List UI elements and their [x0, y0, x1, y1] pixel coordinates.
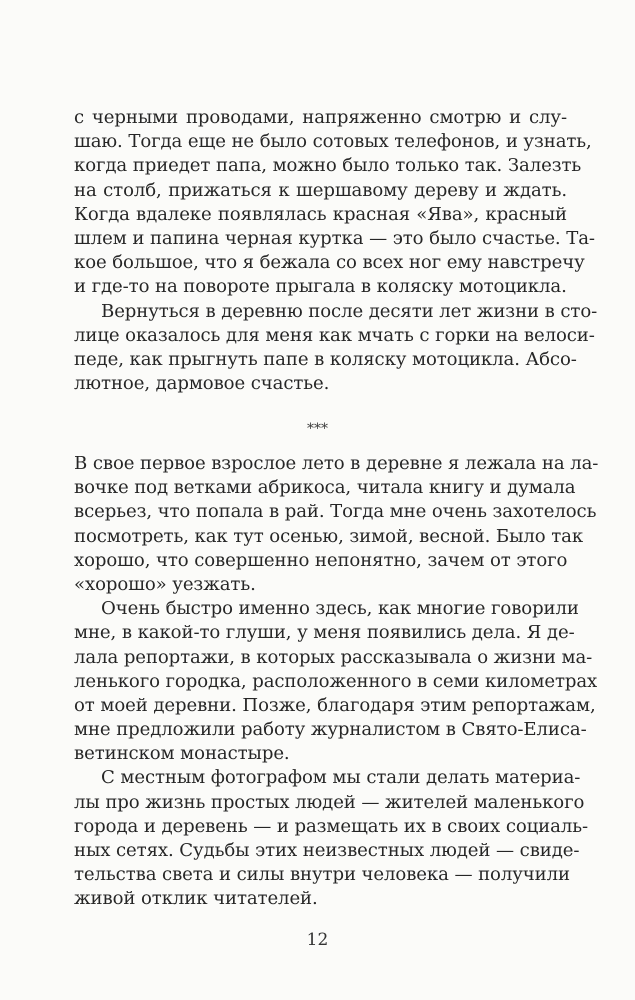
- text-line: вочке под ветками абрикоса, читала книгу и думала: [74, 477, 576, 499]
- text-line: мне предложили работу журналистом в Свято-Елиса-: [74, 719, 587, 741]
- text-line: на столб, прижаться к шершавому дереву и ждать.: [74, 179, 567, 201]
- text-line: хорошо, что совершенно непонятно, зачем от этого: [74, 549, 568, 571]
- text-line: живой отклик читателей.: [74, 888, 318, 910]
- text-line: шаю. Тогда еще не было сотовых телефонов, и узнать,: [74, 131, 592, 153]
- text-line: лице оказалось для меня как мчать с горки на велоси-: [74, 324, 595, 346]
- text-line: с черными проводами, напряженно смотрю и слу-: [74, 107, 567, 128]
- text-line: В свое первое взрослое лето в деревне я лежала на ла-: [74, 453, 599, 474]
- text-line: лютное, дармовое счастье.: [74, 373, 330, 395]
- text-line: «хорошо» уезжать.: [74, 573, 256, 595]
- text-line: и где-то на повороте прыгала в коляску мотоцикла.: [74, 276, 567, 298]
- text-line: ных сетях. Судьбы этих неизвестных людей — свиде-: [74, 840, 580, 861]
- text-line: кое большое, что я бежала со всех ног ему навстречу: [74, 252, 585, 274]
- text-line: посмотреть, как тут осенью, зимой, весной. Было так: [74, 525, 584, 547]
- text-line: лала репортажи, в которых рассказывала о жизни ма-: [74, 646, 593, 668]
- text-line-paragraph-start: Очень быстро именно здесь, как многие говорили: [101, 598, 579, 620]
- text-line: от моей деревни. Позже, благодаря этим репортажам,: [74, 694, 596, 716]
- page-number: 12: [306, 930, 329, 950]
- text-line: ветинском монастыре.: [74, 743, 290, 765]
- text-line: мне, в какой-то глуши, у меня появились дела. Я де-: [74, 622, 575, 644]
- text-line: шлем и папина черная куртка — это было счастье. Та-: [74, 227, 595, 249]
- section-1-text: [74, 106, 598, 396]
- text-line: педе, как прыгнуть папе в коляску мотоцикла. Абсо-: [74, 348, 577, 370]
- text-line: Когда вдалеке появлялась красная «Ява», красный: [74, 203, 567, 225]
- text-line: тельства света и силы внутри человека — получили: [74, 864, 570, 886]
- text-line: города и деревень — и размещать их в своих социаль-: [74, 815, 588, 837]
- text-line: лы про жизнь простых людей — жителей маленького: [74, 791, 585, 813]
- text-line-paragraph-start: С местным фотографом мы стали делать материа-: [101, 767, 581, 789]
- text-line-paragraph-start: Вернуться в деревню после десяти лет жизни в сто-: [101, 300, 598, 322]
- section-2-text: [74, 452, 599, 912]
- text-line: ленького городка, расположенного в семи километрах: [74, 670, 598, 692]
- text-line: когда приедет папа, можно было только так. Залезть: [74, 155, 582, 177]
- section-separator: ***: [307, 421, 328, 437]
- text-line: всерьез, что попала в рай. Тогда мне очень захотелось: [74, 501, 597, 523]
